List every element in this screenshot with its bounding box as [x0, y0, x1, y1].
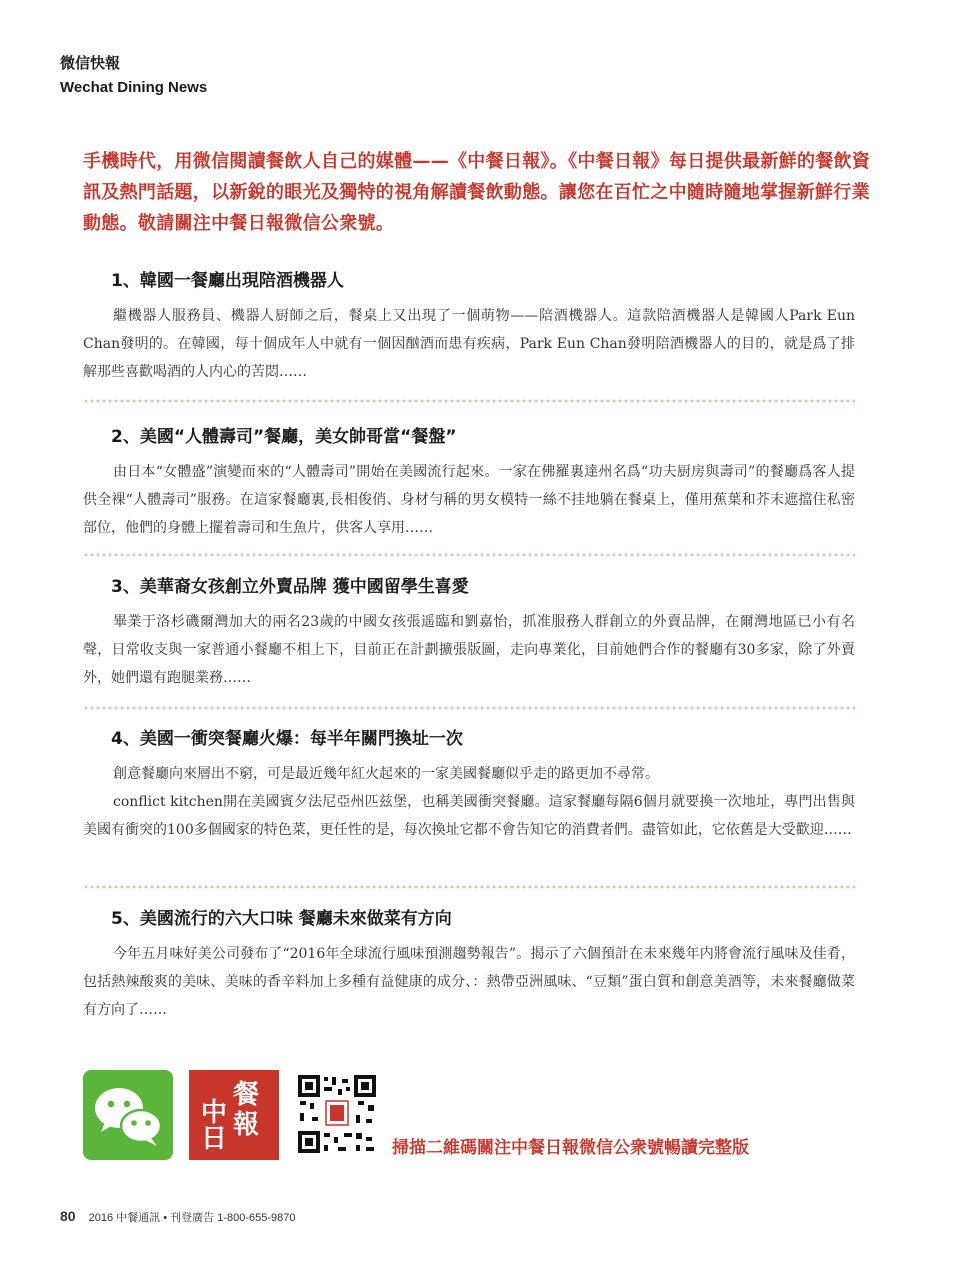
logo-char: 中: [201, 1098, 228, 1128]
article-5: [83, 906, 855, 1024]
wechat-icon: [83, 1070, 173, 1160]
divider: [83, 398, 855, 404]
qr-code[interactable]: [298, 1075, 376, 1153]
article-2: [83, 424, 855, 542]
logo-char: 日: [201, 1124, 228, 1154]
divider: [83, 884, 855, 890]
article-body: 由日本“女體盛”演變而來的“人體壽司”開始在美國流行起來。一家在佛羅裏達州名爲“功夫厨房與壽司”的餐廳爲客人提供全裸“人體壽司”服務。在這家餐廳裏,長相俊俏、身材勻稱的男女模特一絲不挂地躺在餐桌上，僅用蕉葉和芥末遮擋住私密部位，他們的身體上擺着壽司和生魚片，供客人享用……: [83, 464, 855, 536]
divider: [83, 552, 855, 558]
article-title: 2、美國“人體壽司”餐廳，美女帥哥當“餐盤”: [111, 427, 457, 447]
article-body: 畢業于洛杉磯爾灣加大的兩名23歲的中國女孩張遥臨和劉嘉怡，抓准服務人群創立的外賣品牌，在爾灣地區已小有名聲，日常收支與一家普通小餐廳不相上下，目前正在計劃擴張版圖，走向專業化，目前她們合作的餐廳有30多家，除了外賣外，她們還有跑腿業務……: [83, 614, 855, 686]
zhongcan-ribao-logo: [189, 1070, 279, 1160]
divider: [83, 705, 855, 711]
article-title: 5、美國流行的六大口味 餐廳未來做菜有方向: [111, 909, 452, 929]
logo-char: 餐: [233, 1080, 260, 1110]
section-title-en: Wechat Dining News: [60, 79, 208, 96]
article-1: [83, 268, 855, 386]
article-title: 3、美華裔女孩創立外賣品牌 獲中國留學生喜愛: [111, 577, 469, 597]
qr-caption: 掃描二維碼關注中餐日報微信公衆號暢讀完整版: [392, 1138, 749, 1158]
article-body: 創意餐廳向來層出不窮，可是最近幾年紅火起來的一家美國餐廳似乎走的路更加不尋常。: [113, 766, 659, 782]
article-body: 繼機器人服務員、機器人厨師之后，餐桌上又出現了一個萌物——陪酒機器人。這款陪酒機器人是韓國人Park Eun Chan發明的。在韓國，每十個成年人中就有一個因酗酒而患有疾病，Park Eun Chan發明陪酒機器人的目的，就是爲了排解那些喜歡喝酒的人内心的苦悶……: [83, 308, 855, 380]
footer-text: 2016 中餐通訊 • 刊登廣告 1-800-655-9870: [88, 1212, 296, 1224]
section-title-zh: 微信快報: [60, 54, 121, 72]
logo-char: 報: [233, 1110, 260, 1140]
article-3: [83, 574, 855, 692]
page-footer: [60, 1208, 295, 1225]
intro-paragraph: 手機時代，用微信閱讀餐飲人自己的媒體——《中餐日報》。《中餐日報》每日提供最新鮮的餐飲資訊及熱門話題，以新銳的眼光及獨特的視角解讀餐飲動態。讓您在百忙之中隨時隨地掌握新鮮行業動態。敬請關注中餐日報微信公衆號。: [83, 151, 871, 234]
page-number: 80: [60, 1208, 76, 1224]
page-header: [60, 52, 207, 96]
article-title: 1、韓國一餐廳出現陪酒機器人: [111, 271, 344, 291]
article-title: 4、美國一衝突餐廳火爆：每半年關門換址一次: [111, 729, 463, 749]
article-body: conflict kitchen開在美國賓夕法尼亞州匹兹堡，也稱美國衝突餐廳。這家餐廳每隔6個月就要換一次地址，專門出售與美國有衝突的100多個國家的特色菜，更任性的是，每次換址它都不會告知它的消費者們。盡管如此，它依舊是大受歡迎……: [83, 794, 855, 838]
article-4: [83, 726, 855, 844]
article-body: 今年五月味好美公司發布了“2016年全球流行風味預測趨勢報告”。揭示了六個預計在未來幾年内將會流行風味及佳肴，包括熱辣酸爽的美味、美味的香辛料加上多種有益健康的成分、：熱帶亞洲風味、“豆類”蛋白質和創意美酒等，未來餐廳做菜有方向了……: [83, 946, 855, 1018]
